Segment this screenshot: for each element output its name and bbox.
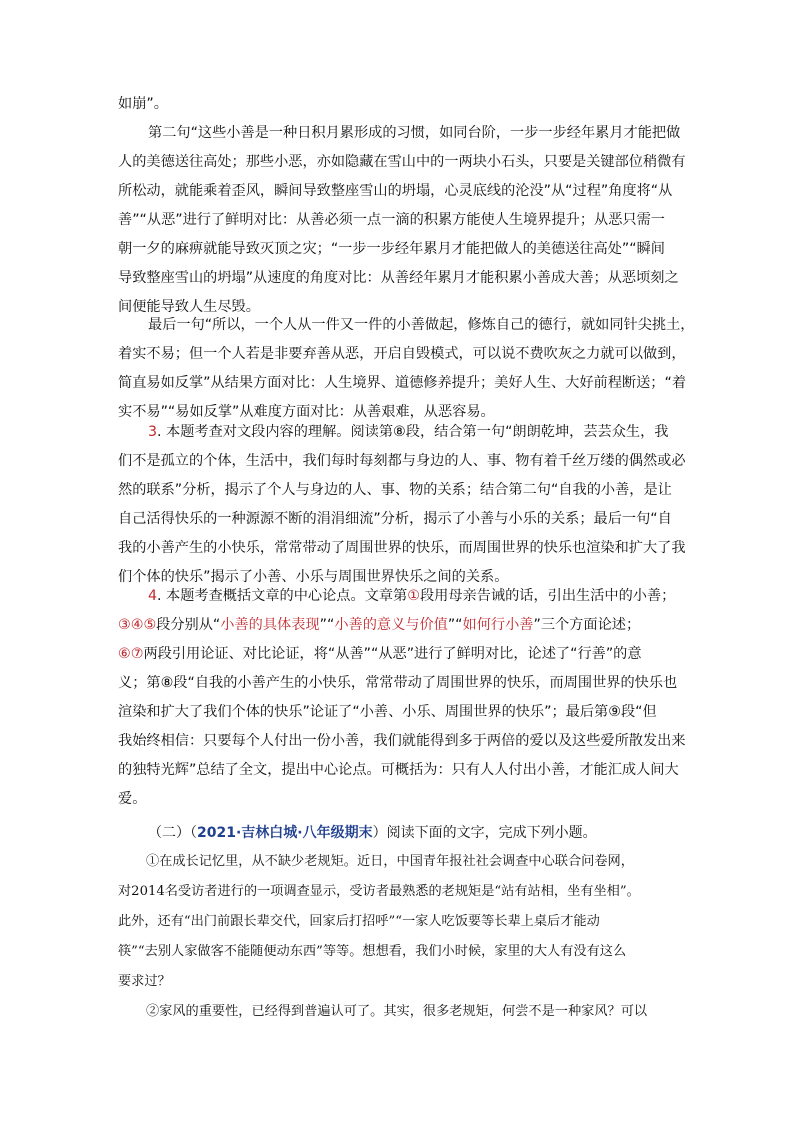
section-heading bbox=[148, 822, 597, 842]
text-run: 段分别从“ bbox=[156, 617, 221, 633]
heading-instruction: ）阅读下面的文字，完成下列小题。 bbox=[372, 825, 597, 841]
text-line: 导致整座雪山的坍塌”从速度的角度对比：从善经年累月才能积累小善成大善；从恶顷刻之 bbox=[118, 270, 679, 286]
text-line: 人的美德送往高处；那些小恶，亦如隐藏在雪山中的一两块小石头，只要是关键部位稍微有 bbox=[118, 154, 686, 170]
text-line: 义；第⑧段“自我的小善产生的小快乐，常常带动了周围世界的快乐，而周围世界的快乐也 bbox=[118, 675, 678, 691]
answer-number: 3 bbox=[148, 424, 158, 440]
text-line: ①在成长记忆里，从不缺少老规矩。近日，中国青年报社社会调查中心联合问卷网， bbox=[146, 854, 634, 869]
answer-3 bbox=[118, 418, 686, 592]
text-line bbox=[118, 582, 678, 611]
text-line: 然的联系”分析，揭示了个人与身边的人、事、物的关系；结合第二句“自我的小善，是让 bbox=[118, 482, 672, 498]
text-line bbox=[118, 611, 678, 640]
text-line: 要求过？ bbox=[118, 974, 171, 989]
paragraph-continuation bbox=[118, 90, 678, 119]
text-line: 我的小善产生的小快乐，常常带动了周围世界的快乐，而周围世界的快乐也渲染和扩大了我 bbox=[118, 540, 686, 556]
text-line bbox=[118, 418, 678, 447]
answer-number: 4 bbox=[148, 588, 158, 604]
text-line: 实不易”“易如反掌”从难度方面对比：从善艰难，从恶容易。 bbox=[118, 404, 495, 420]
text-line: 朝一夕的麻痹就能导致灭顶之灾；“一步一步经年累月才能把做人的美德送往高处”“瞬间 bbox=[118, 241, 665, 257]
text-line: 着实不易；但一个人若是非要弃善从恶，开启自毁模式，可以说不费吹灰之力就可以做到， bbox=[118, 346, 686, 362]
highlight-text: 小善的具体表现 bbox=[220, 617, 320, 633]
text-line: 间便能导致人生尽毁。 bbox=[118, 299, 260, 315]
text-line: 第二句“这些小善是一种日积月累形成的习惯，如同台阶，一步一步经年累月才能把做 bbox=[148, 125, 681, 141]
answer-4 bbox=[118, 582, 686, 814]
text-line: ②家风的重要性，已经得到普遍认可了。其实，很多老规矩，何尝不是一种家风？可以 bbox=[146, 1004, 648, 1019]
text-line bbox=[118, 640, 678, 669]
text-line: 们个体的快乐”揭示了小善、小乐与周围世界快乐之间的关系。 bbox=[118, 569, 509, 585]
paragraph-ref: ③④⑤ bbox=[118, 617, 157, 633]
text-run: 段用母亲告诫的话，引出生活中的小善； bbox=[419, 588, 676, 604]
text-line: 简直易如反掌”从结果方面对比：人生境界、道德修养提升；美好人生、大好前程断送；“着 bbox=[118, 375, 687, 391]
highlight-text: 小善的意义与价值 bbox=[334, 617, 448, 633]
paragraph-ref: ① bbox=[407, 588, 420, 604]
text-line: 渲染和扩大了我们个体的快乐”论证了“小善、小乐、周围世界的快乐”；最后第⑨段“但 bbox=[118, 704, 657, 720]
text-run: . 本题考查对文段内容的理解。阅读第⑧段，结合第一句“朗朗乾坤，芸芸众生，我 bbox=[157, 424, 669, 440]
paragraph-last-sentence bbox=[118, 311, 695, 427]
text-run: ”“ bbox=[319, 617, 335, 633]
text-line: 我始终相信：只要每个人付出一份小善，我们就能得到多于两倍的爱以及这些爱所散发出来 bbox=[118, 733, 686, 749]
text-line: 爱。 bbox=[118, 791, 147, 807]
heading-prefix: （二）（ bbox=[148, 825, 197, 841]
text-line: 的独特光辉”总结了全文，提出中心论点。可概括为：只有人人付出小善，才能汇成人间大 bbox=[118, 762, 679, 778]
text-line: 们不是孤立的个体，生活中，我们每时每刻都与身边的人、事、物有着千丝万缕的偶然或必 bbox=[118, 453, 686, 469]
text-line: 最后一句“所以，一个人从一件又一件的小善做起，修炼自己的德行，就如同针尖挑土， bbox=[148, 317, 695, 333]
text-line: 此外，还有“出门前跟长辈交代，回家后打招呼”“一家人吃饭要等长辈上桌后才能动 bbox=[118, 914, 600, 929]
text-line: 所松动，就能乘着歪风，瞬间导致整座雪山的坍塌，心灵底线的沦没”从“过程”角度将“从 bbox=[118, 183, 673, 199]
text-line: 筷”“去别人家做客不能随便动东西”等等。想想看，我们小时候，家里的大人有没有这么 bbox=[118, 944, 627, 959]
source-label: 2021·吉林白城·八年级期末 bbox=[197, 825, 373, 841]
text-run: ”“ bbox=[447, 617, 463, 633]
paragraph-second-sentence bbox=[118, 119, 686, 322]
text-line: 如崩”。 bbox=[118, 96, 168, 112]
paragraph-ref: ⑥⑦ bbox=[118, 646, 144, 662]
highlight-text: 如何行小善 bbox=[462, 617, 534, 633]
text-line: 自己活得快乐的一种源源不断的涓涓细流”分析，揭示了小善与小乐的关系；最后一句“自 bbox=[118, 511, 672, 527]
text-run: . 本题考查概括文章的中心论点。文章第 bbox=[157, 588, 408, 604]
text-line: 对2014名受访者进行的一项调查显示，受访者最熟悉的老规矩是“站有站相，坐有坐相”。 bbox=[118, 884, 640, 899]
text-run: ”三个方面论述； bbox=[533, 617, 641, 633]
reading-passage bbox=[118, 847, 678, 1027]
text-line: 善”“从恶”进行了鲜明对比：从善必须一点一滴的积累方能使人生境界提升；从恶只需一 bbox=[118, 212, 665, 228]
text-run: 两段引用论证、对比论证，将“从善”“从恶”进行了鲜明对比，论述了“行善”的意 bbox=[143, 646, 642, 662]
